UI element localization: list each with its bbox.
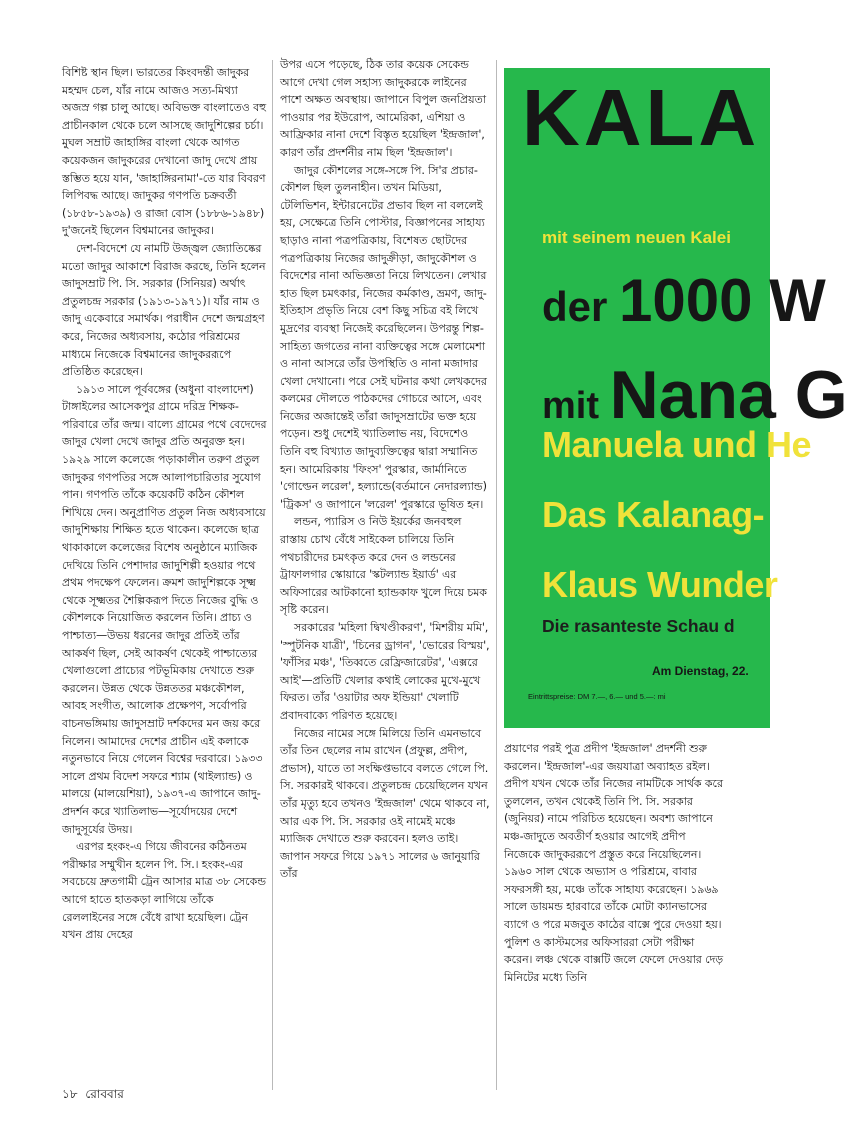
article-column-3: [504, 740, 724, 1090]
article-column-2: [280, 56, 490, 1086]
poster-line: Das Kalanag-: [542, 494, 765, 535]
paragraph: উপর এসে পড়েছে, ঠিক তার কয়েক সেকেন্ড আগে দেখা গেল সহাস্য জাদুকরকে লাইনের পাশে অক্ষত অবস্থায়। জাপানে বিপুল জনপ্রিয়তা পাওয়ার পর ইউরোপ, আমেরিকা, এশিয়া ও আফ্রিকার নানা দেশে বিস্তৃত হয়েছিল 'ইন্দ্রজাল', কারণ তাঁর প্রদর্শনীর নাম ছিল 'ইন্দ্রজাল'।: [280, 58, 486, 159]
page-footer: [62, 1086, 128, 1106]
paragraph: এরপর হংকং-এ গিয়ে জীবনের কঠিনতম পরীক্ষার সম্মুখীন হলেন পি. সি.। হংকং-এর সবচেয়ে দ্রুতগামী ট্রেন আসার মাত্র ৩৮ সেকেন্ড আগে হাতে হাতকড়া লাগিয়ে তাঁকে রেললাইনের সঙ্গে বেঁধে রাখা হয়েছিল। ট্রেন যখন প্রায় দেহের: [62, 840, 266, 942]
paragraph: জাদুর কৌশলের সঙ্গে-সঙ্গে পি. সি'র প্রচার-কৌশল ছিল তুলনাহীন। তখন মিডিয়া, টেলিভিশন, ইন্টারনেটের প্রভাব ছিল না বললেই হয়, সেক্ষেত্রে তিনি পোস্টার, বিজ্ঞাপনের সাহায্য ছাড়াও নানা পত্রপত্রিকায়, বিশেষত ছোটদের পত্রপত্রিকায় নিজের জাদুক্রীড়া, জাদুকৌশল ও বিদেশের নানা অভিজ্ঞতা নিয়ে লিখতেন। লেখার হাত ছিল চমৎকার, নিজের কর্মকাণ্ড, ভ্রমণ, জাদু-ইতিহাস প্রভৃতি নিয়ে বেশ কিছু সচিত্র বই লিখে মুদ্রণের ব্যবস্থা নিজেই করেছিলেন। উপরন্তু শিল্প-সাহিত্য জগতের নানা ব্যক্তিত্বের সঙ্গে মেলামেশা ও নানা আসরে তাঁর উপস্থিতি ও নানা মজাদার খেলা দেখানো। পরে সেই ঘটনার কথা লেখকদের কলমের দৌলতে পাঠকদের গোচরে আসে, এবং নিজের অজান্তেই তাঁরা জাদুসম্রাটের ভক্ত হয়ে পড়েন। শুধু দেশেই খ্যাতিলাভ নয়, বিদেশেও তিনি বহু বিখ্যাত জাদুব্যক্তিত্বের দ্বারা সম্মানিত হন। আমেরিকায় 'ফিংস' পুরস্কার, জার্মানিতে 'গোল্ডেন লরেল', হল্যান্ডে(বর্তমানে নেদারল্যান্ড) 'ট্রিকস' ও জাপানে 'লরেল' পুরস্কারে ভূষিত হন।: [280, 163, 487, 511]
poster-line: Die rasanteste Schau d: [542, 616, 735, 636]
page-number: ১৮: [62, 1087, 78, 1101]
poster-title: KALA: [522, 73, 761, 162]
kalanag-poster-image: [504, 68, 848, 728]
poster-prices: Eintrittspreise: DM 7.—, 6.— und 5.—: mi: [528, 692, 666, 701]
article-column-1: [62, 64, 267, 1074]
paragraph: লন্ডন, প্যারিস ও নিউ ইয়র্কের জনবহুল রাস্তায় চোখ বেঁধে সাইকেল চালিয়ে তিনি পথচারীদের চমৎকৃত করে দেন ও লন্ডনের ট্রাফালগার স্কোয়ারে 'স্কটল্যান্ড ইয়ার্ড' এর অফিসারের আটকানো হ্যান্ডকাফ খুলে দিয়ে চমক সৃষ্টি করেন।: [280, 515, 487, 617]
paragraph: বিশিষ্ট স্থান ছিল। ভারতের কিংবদন্তী জাদুকর মহম্মদ চেল, যাঁর নামে আজও সত্য-মিথ্যা অজস্র গল্প চালু আছে। অবিভক্ত বাংলাতেও বহু প্রাচীনকাল থেকে চলে আসছে জাদুশিল্পের চর্চা। মুঘল সম্রাট জাহাঙ্গির বাংলা থেকে আগত কয়েকজন জাদুকরের দেখানো জাদু দেখে প্রায় স্তম্ভিত হয়ে যান, 'জাহাঙ্গিরনামা'-তে যার বিবরণ লিপিবদ্ধ আছে। জাদুকর গণপতি চক্রবর্তী (১৮৫৮-১৯৩৯) ও রাজা বোস (১৮৮৬-১৯৪৮) দু'জনেই ছিলেন বিশ্বমানের জাদুকর।: [62, 66, 267, 238]
column-divider: [272, 60, 273, 1090]
poster-line: mit seinem neuen Kalei: [542, 228, 731, 247]
poster-date: Am Dienstag, 22.: [652, 664, 749, 678]
paragraph: ১৯১৩ সালে পূর্ববঙ্গের (অধুনা বাংলাদেশ) টাঙ্গাইলের আসেকপুর গ্রামে দরিদ্র শিক্ষক-পরিবারে তাঁর জন্ম। বাল্যে গ্রামের পথে বেদেদের জাদুর খেলা দেখে জাদুর প্রতি অনুরক্ত হন। ১৯২৯ সালে কলেজে পড়াকালীন তরুণ প্রতুল জাদুকর গণপতির সঙ্গে আলাপচারিতার সুযোগ পান। গণপতি তাঁকে কয়েকটি কঠিন কৌশল শিখিয়ে দেন। অনুপ্রাণিত প্রতুল নিজ অধ্যবসায়ে জাদুশিক্ষায় শিক্ষিত হতে থাকেন। কলেজে ছাত্র থাকাকালে কলেজের বিশেষ অনুষ্ঠানে ম্যাজিক দেখিয়ে তিনি পেশাদার জাদুশিল্পী হওয়ার পথে প্রথম পদক্ষেপ ফেলেন। ক্রমশ জাদুশিল্পকে সূক্ষ্ম থেকে সূক্ষ্মতর শৈল্পিকরূপ দিতে নিজের বুদ্ধি ও কৌশলকে নিয়োজিত করলেন তিনি। প্রাচ্য ও পাশ্চাত্য—উভয় ধরনের জাদুর প্রতিই তাঁর আকর্ষণ ছিল, সেই আকর্ষণ থেকেই পাশ্চাত্যের খেলাগুলো প্রাচ্যের পটভূমিকায় দেখাতে শুরু করলেন। উন্নত থেকে উন্নততর মঞ্চকৌশল, আবহ সংগীত, আলোক প্রক্ষেপণ, সর্বোপরি বাচনভঙ্গিমায় জাদুসম্রাট দর্শকদের মন জয় করে নিলেন। আমাদের দেশের প্রাচীন এই কলাকে নতুনভাবে নিয়ে গেলেন বিশ্বের দরবারে। ১৯৩৩ সালে প্রথম বিদেশ সফরে শ্যাম (থাইল্যান্ড) ও মালয়ে (মালয়েশিয়া), ১৯৩৭-এ জাপানে জাদু-প্রদর্শন করে খ্যাতিলাভ—সূর্যোদয়ের দেশে জাদুসূর্যের উদয়।: [62, 382, 267, 836]
column-divider: [496, 60, 497, 1090]
poster-line: mit Nana G: [542, 357, 848, 433]
paragraph: দেশ-বিদেশে যে নামটি উজ্জ্বল জ্যোতিষ্কের মতো জাদুর আকাশে বিরাজ করছে, তিনি হলেন জাদুসম্রাট পি. সি. সরকার (সিনিয়র) অর্থাৎ প্রতুলচন্দ্র সরকার (১৯১৩-১৯৭১)। যাঁর নাম ও জাদু একেবারে সমার্থক। পরাধীন দেশে জন্মগ্রহণ করে, নিজের অধ্যবসায়, কঠোর পরিশ্রমের মাধ্যমে নিজেকে বিশ্বমানের জাদুকররূপে প্রতিষ্ঠিত করেছেন।: [62, 241, 266, 379]
paragraph: নিজের নামের সঙ্গে মিলিয়ে তিনি এমনভাবে তাঁর তিন ছেলের নাম রাখেন (প্রফুল্ল, প্রদীপ, প্রভাস), যাতে তা সংক্ষিপ্তভাবে বলতে গেলে পি. সি. সরকারই থাকবে। প্রতুলচন্দ্র চেয়েছিলেন যখন তাঁর মৃত্যু হবে তখনও 'ইন্দ্রজাল' থেমে থাকবে না, আর এক পি. সি. সরকার ওই নামেই মঞ্চে ম্যাজিক দেখাতে শুরু করবেন। হলও তাই। জাপান সফরে গিয়ে ১৯৭১ সালের ৬ জানুয়ারি তাঁর: [280, 726, 490, 881]
poster-line: Klaus Wunder: [542, 564, 778, 605]
paragraph: সরকারের 'মহিলা দ্বিখণ্ডীকরণ', 'মিশরীয় মমি', 'স্পুটনিক যাত্রী', 'চিনের ড্রাগন', 'ভোরের বিস্ময়', 'ফাঁসির মঞ্চ', 'তিব্বতে রেফ্রিজারেটর', 'এক্সরে আই'—প্রতিটি খেলার কথাই লোকের মুখে-মুখে ফিরত। তাঁর 'ওয়াটার অফ ইন্ডিয়া' খেলাটি প্রবাদবাক্যে পরিণত হয়েছে।: [280, 621, 490, 722]
poster-line: der 1000 W: [542, 267, 826, 334]
poster-line: Manuela und He: [542, 424, 812, 465]
paragraph: প্রয়াণের পরই পুত্র প্রদীপ 'ইন্দ্রজাল' প্রদর্শনী শুরু করলেন। 'ইন্দ্রজাল'-এর জয়যাত্রা অব্যাহত রইল। প্রদীপ যখন থেকে তাঁর নিজের নামটিকে সার্থক করে তুললেন, তখন থেকেই তিনি পি. সি. সরকার (জুনিয়র) নামে পরিচিত হয়েছেন। অবশ্য জাপানে মঞ্চ-জাদুতে অবতীর্ণ হওয়ার আগেই প্রদীপ নিজেকে জাদুকররূপে প্রস্তুত করে নিয়েছিলেন। ১৯৬০ সাল থেকে অভ্যাস ও পরিশ্রমে, বাবার সফরসঙ্গী হয়, মঞ্চে তাঁকে সাহায্য করেছেন। ১৯৬৯ সালে ডায়মন্ড হারবারে তাঁকে মোটা ক্যানভাসের ব্যাগে ও পরে মজবুত কাঠের বাক্সে পুরে দেওয়া হয়। পুলিশ ও কাস্টমসের অফিসাররা সেটা পরীক্ষা করেন। লঞ্চ থেকে বাক্সটি জলে ফেলে দেওয়ার দেড় মিনিটের মধ্যে তিনি: [504, 742, 724, 984]
magazine-name: রোববার: [85, 1087, 124, 1101]
